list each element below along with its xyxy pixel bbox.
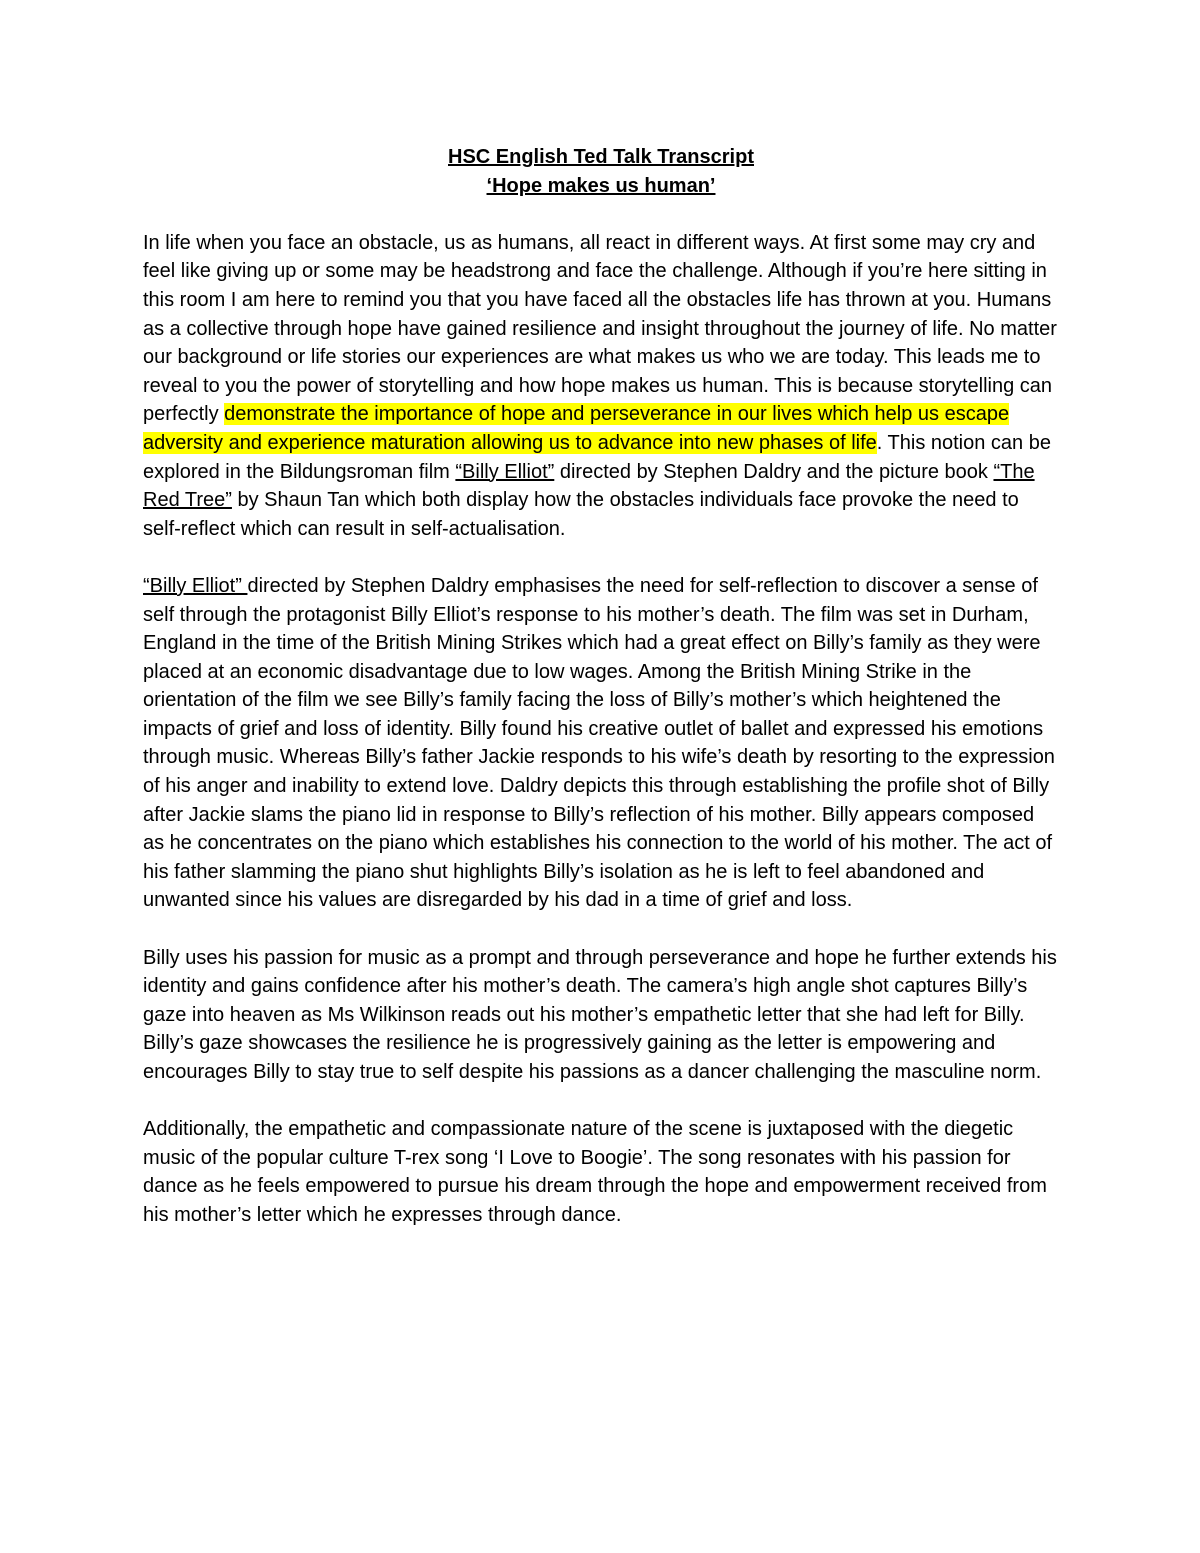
paragraph-intro — [143, 229, 1059, 544]
paragraph-intro-part4: by Shaun Tan which both display how the obstacles individuals face provoke the need to self-reflect which can result in self-actualisation. — [143, 489, 1019, 540]
paragraph-passion: Billy uses his passion for music as a prompt and through perseverance and hope he further extends his identity and gains confidence after his mother’s death. The camera’s high angle shot captures Billy’s gaze into heaven as Ms Wilkinson reads out his mother’s empathetic letter that she had left for Billy. Billy’s gaze showcases the resilience he is progressively gaining as the letter is empowering and encourages Billy to stay true to self despite his passions as a dancer challenging the masculine norm. — [143, 946, 1057, 1083]
film-title: “Billy Elliot” — [455, 460, 555, 483]
paragraph-billy-elliot-text: directed by Stephen Daldry emphasises the need for self-reflection to discover a sense of self through the protagonist Billy Elliot’s response to his mother’s death. The film was set in Durham, England in the time of the British Mining Strikes which had a great effect on Billy’s family as they were placed at an economic disadvantage due to low wages. Among the British Mining Strike in the orientation of the film we see Billy’s family facing the loss of Billy’s mother’s which heightened the impacts of grief and loss of identity. Billy found his creative outlet of ballet and expressed his emotions through music. Whereas Billy’s father Jackie responds to his wife’s death by resorting to the expression of his anger and inability to extend love. Daldry depicts this through establishing the profile shot of Billy after Jackie slams the piano lid in response to Billy’s reflection of his mother. Billy appears composed as he concentrates on the piano which establishes his connection to the world of his mother. The act of his father slamming the piano shut highlights Billy’s isolation as he is left to feel abandoned and unwanted since his values are disregarded by his dad in a time of grief and loss. — [143, 574, 1055, 912]
title-block — [143, 143, 1059, 200]
highlighted-thesis: demonstrate the importance of hope and perseverance in our lives which help us escape adversity and experience maturation allowing us to advance into new phases of life — [143, 403, 1010, 454]
book-title: “The Red Tree” — [143, 460, 1035, 512]
paragraph-intro-part3: directed by Stephen Daldry and the picture book — [554, 460, 994, 483]
document-subtitle: ‘Hope makes us human’ — [486, 174, 716, 197]
document-title: HSC English Ted Talk Transcript — [448, 146, 754, 168]
film-title-2: “Billy Elliot” — [143, 574, 248, 597]
document-body — [143, 143, 1059, 1258]
paragraph-intro-part2: . This notion can be explored in the Bildungsroman film — [143, 431, 1051, 483]
paragraph-intro-part1: In life when you face an obstacle, us as humans, all react in different ways. At first some may cry and feel like giving up or some may be headstrong and face the challenge. Although if you’re here sitting in this room I am here to remind you that you have faced all the obstacles life has thrown at you. Humans as a collective through hope have gained resilience and insight throughout the journey of life. No matter our background or life stories our experiences are what makes us who we are today. This leads me to reveal to you the power of storytelling and how hope makes us human. This is because storytelling can perfectly — [143, 231, 1057, 426]
paragraph-billy-elliot — [143, 572, 1059, 915]
paragraph-additionally: Additionally, the empathetic and compassionate nature of the scene is juxtaposed with the diegetic music of the popular culture T-rex song ‘I Love to Boogie’. The song resonates with his passion for dance as he feels empowered to pursue his dream through the hope and empowerment received from his mother’s letter which he expresses through dance. — [143, 1118, 1047, 1226]
